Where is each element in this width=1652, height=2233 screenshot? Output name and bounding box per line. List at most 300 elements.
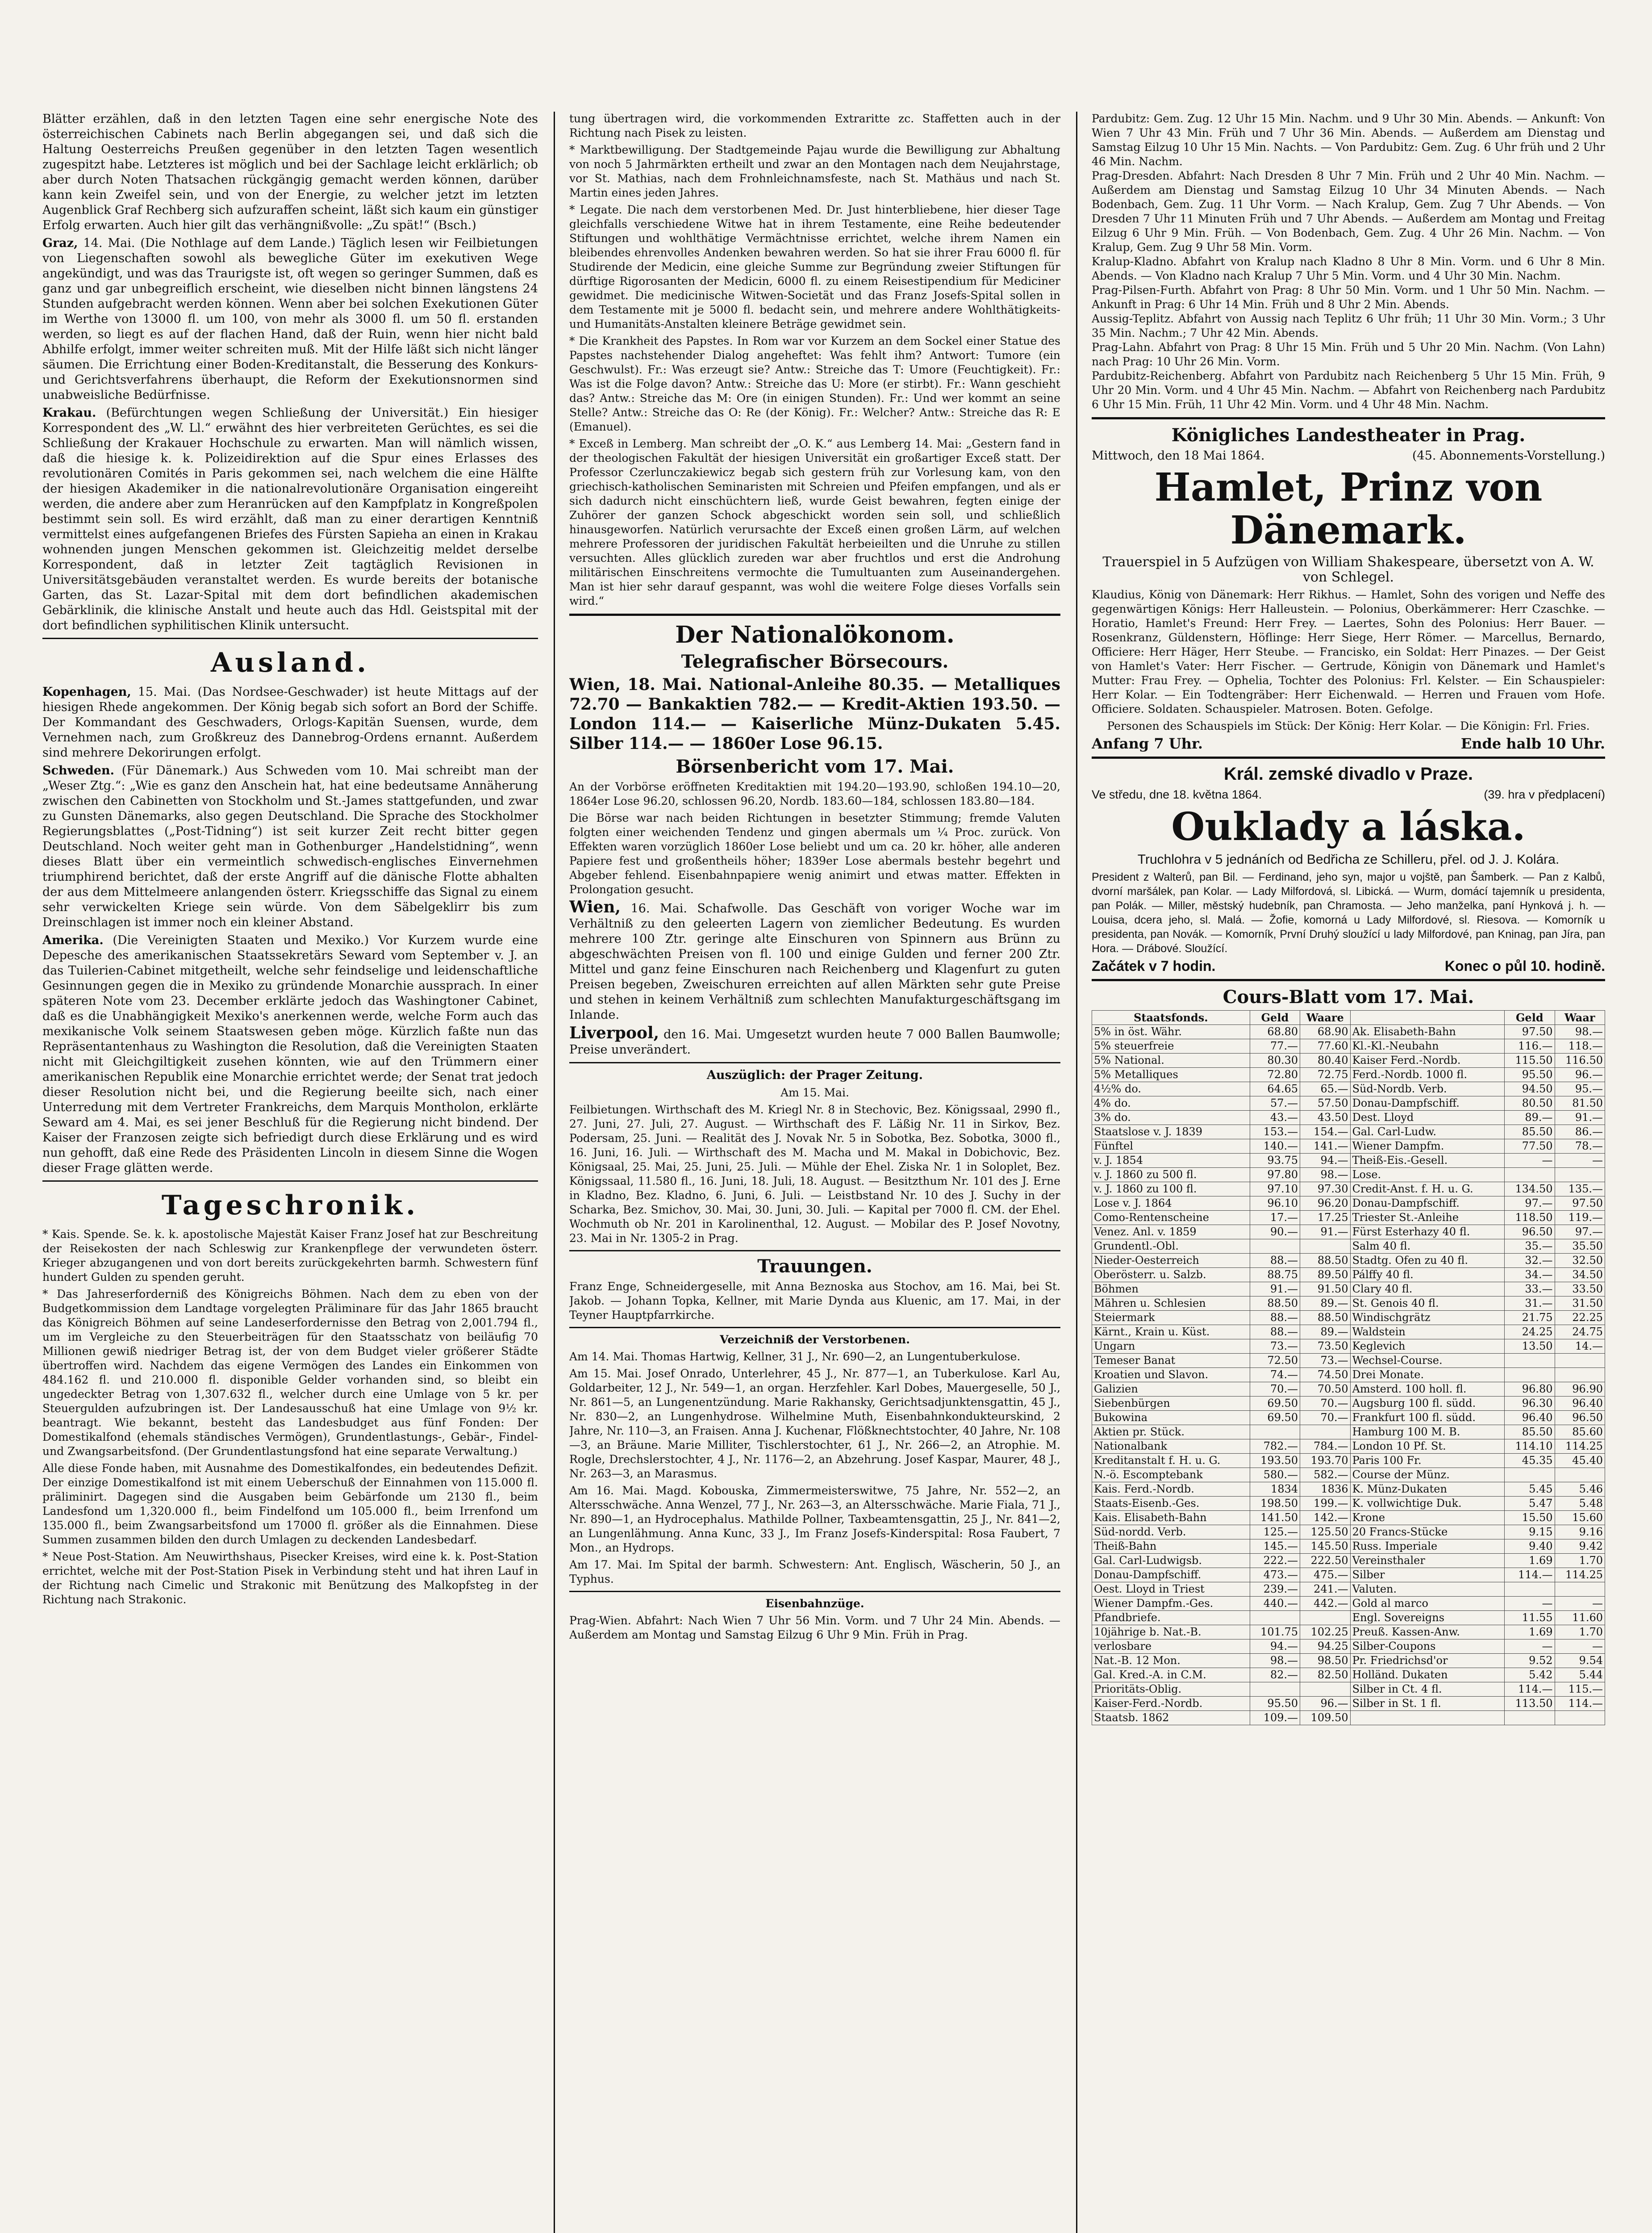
cours-cell: 9.15 <box>1505 1525 1555 1539</box>
cours-row <box>1092 1196 1605 1211</box>
cours-cell: 97.50 <box>1555 1196 1605 1211</box>
column-1 <box>42 112 538 2233</box>
cours-cell: 1.70 <box>1555 1554 1605 1568</box>
cours-cell: 1.69 <box>1505 1625 1555 1639</box>
cours-cell: 93.75 <box>1250 1154 1300 1168</box>
cours-cell: Wechsel-Course. <box>1350 1354 1504 1368</box>
cours-cell: 33.— <box>1505 1282 1555 1296</box>
cours-cell <box>1300 1239 1350 1254</box>
cours-blatt-title: Cours-Blatt vom 17. Mai. <box>1222 987 1474 1008</box>
cours-cell: Holländ. Dukaten <box>1350 1668 1504 1682</box>
cours-cell: 78.— <box>1555 1139 1605 1154</box>
eisenbahn-title: Eisenbahnzüge. <box>765 1597 864 1610</box>
cours-cell: 97.10 <box>1250 1182 1300 1196</box>
cours-cell: Theiß-Bahn <box>1092 1539 1250 1554</box>
cours-cell: 140.— <box>1250 1139 1300 1154</box>
cours-cell: 33.50 <box>1555 1282 1605 1296</box>
cours-row <box>1092 1311 1605 1325</box>
cours-cell: Nat.-B. 12 Mon. <box>1092 1654 1250 1668</box>
cours-cell: 88.50 <box>1250 1296 1300 1311</box>
cours-cell: 94.— <box>1300 1154 1350 1168</box>
cours-cell: 45.35 <box>1505 1454 1555 1468</box>
cours-cell: Pálffy 40 fl. <box>1350 1268 1504 1282</box>
wien-boerse-telegram: Wien, 18. Mai. National-Anleihe 80.35. — Metalliques 72.70 — Bankaktien 782.— — Kredit-Aktien 193.50. — London 114.— — Kaiserliche Münz-Dukaten 5.45. Silber 114.— — 1860er Lose 96.15. <box>569 675 1060 753</box>
cours-cell: Donau-Dampfschiff. <box>1350 1196 1504 1211</box>
amtsblatt-date: Am 15. Mai. <box>780 1086 849 1099</box>
cours-cell: 80.40 <box>1300 1054 1350 1068</box>
cours-cell: Gal. Carl-Ludw. <box>1350 1125 1504 1139</box>
cours-cell: 91.— <box>1300 1225 1350 1239</box>
section-boersecours: Telegrafischer Börsecours. <box>681 651 949 672</box>
cours-cell: 32.50 <box>1555 1254 1605 1268</box>
cours-cell: 88.50 <box>1300 1311 1350 1325</box>
cours-cell: 114.— <box>1505 1682 1555 1697</box>
cours-cell: 102.25 <box>1300 1625 1350 1639</box>
cours-row <box>1092 1611 1605 1625</box>
cours-cell: v. J. 1854 <box>1092 1154 1250 1168</box>
cours-row <box>1092 1582 1605 1597</box>
cours-cell: 5% Metalliques <box>1092 1068 1250 1082</box>
cours-cell: 88.— <box>1250 1325 1300 1339</box>
cours-cell: 11.55 <box>1505 1611 1555 1625</box>
cours-cell: 5.46 <box>1555 1482 1605 1497</box>
cours-row <box>1092 1482 1605 1497</box>
cours-cell: 91.— <box>1250 1282 1300 1296</box>
cours-cell: Silber <box>1350 1568 1504 1582</box>
section-tageschronik: Tageschronik. <box>161 1190 419 1221</box>
cours-cell: 114.— <box>1555 1697 1605 1711</box>
cours-cell: 96.90 <box>1555 1382 1605 1397</box>
cours-cell: 98.50 <box>1300 1654 1350 1668</box>
cours-cell: 88.50 <box>1300 1254 1350 1268</box>
boersenbericht-text-1: An der Vorbörse eröffneten Kreditaktien mit 194.20—193.90, schloßen 194.10—20, 1864er Lose 96.20, schlossen 96.20, Nordb. 183.60—184, schlossen 183.80—184. <box>569 780 1060 807</box>
cours-cell <box>1300 1425 1350 1439</box>
divider <box>569 614 1060 616</box>
cours-cell: 96.50 <box>1505 1225 1555 1239</box>
cours-cell: 4½% do. <box>1092 1082 1250 1096</box>
cours-cell: 134.50 <box>1505 1182 1555 1196</box>
theater-announcement-german <box>1092 425 1605 751</box>
feilbietungen: Feilbietungen. Wirthschaft des M. Kriegl Nr. 8 in Stechovic, Bez. Königssaal, 2990 fl., 27. Juni, 27. Juli, 27. August. — Wirthschaft des F. Läßig Nr. 11 in Sirkov, Bez. Podersam, 25. Juni. — Realität des J. Novak Nr. 5 in Sobotka, Bez. Sobotka, 3000 fl., 16. Juni, 16. Juli. — Wirthschaft des M. Macha und M. Makal in Dobichovic, Bez. Königsaal, 25. Mai, 25. Juni, 25. Juli. — Mühle der Ehel. Ziska Nr. 1 in Soloplet, Bez. Königssaal, 11.580 fl., 16. Juni, 18. Juli, 18. August. — Besitzthum Nr. 101 des J. Erne in Kladno, Bez. Kladno, 6. Juni, 6. Juli. — Leistbstand Nr. 10 des J. Suchy in der Scharka, Bez. Smichov, 30. Mai, 30. Juni, 30. Juli. — Kapital per 7000 fl. CM. der Ehel. Wochmuth ob Nr. 201 in Karolinenthal, 12. August. — Mobilar des P. Josef Novotny, 23. Mai in Nr. 1305-2 in Prag. <box>569 1103 1060 1245</box>
cours-cell: 145.— <box>1250 1539 1300 1554</box>
cours-row <box>1092 1454 1605 1468</box>
article-fonde: Alle diese Fonde haben, mit Ausnahme des Domestikalfondes, ein bedeutendes Defizit. Der einzige Domestikalfond ist mit einem Ueberschuß der Einnahmen von 115.000 fl. präliminirt. Dagegen sind die Ausgaben beim Gebärfonde um 2130 fl., beim Landesfond um 1,320.000 fl., beim Findelfond um 105.000 fl., beim Irrenfond um 135.000 fl., beim Zwangsarbeitsfond um 17000 fl. größer als die Einnahmen. Diese Summen zusammen bilden den durch Umlagen zu deckenden Landesbedarf. <box>42 1462 538 1546</box>
play-times-german: Anfang 7 Uhr. Ende halb 10 Uhr. <box>1092 735 1605 752</box>
cours-cell <box>1505 1711 1555 1725</box>
cours-cell: Ungarn <box>1092 1339 1250 1354</box>
cours-cell: Kl.-Kl.-Neubahn <box>1350 1039 1504 1054</box>
cours-cell: 9.42 <box>1555 1539 1605 1554</box>
cours-cell: 96.30 <box>1505 1397 1555 1411</box>
cours-cell: Temeser Banat <box>1092 1354 1250 1368</box>
cours-cell: 154.— <box>1300 1125 1350 1139</box>
cours-cell <box>1250 1682 1300 1697</box>
eisenbahn-prag-wien: Prag-Wien. Abfahrt: Nach Wien 7 Uhr 56 Min. Vorm. und 7 Uhr 24 Min. Abends. — Außerdem am Montag und Samstag Eilzug 6 Uhr 9 Min. Früh in Prag. <box>569 1614 1060 1641</box>
cours-cell: Böhmen <box>1092 1282 1250 1296</box>
divider <box>569 1062 1060 1063</box>
cours-row <box>1092 1468 1605 1482</box>
cours-cell: Salm 40 fl. <box>1350 1239 1504 1254</box>
cours-cell: v. J. 1860 zu 100 fl. <box>1092 1182 1250 1196</box>
article-kais-spende: * Kais. Spende. Se. k. k. apostolische Majestät Kaiser Franz Josef hat zur Beschreitung der Reisekosten der nach Schleswig zur Krankenpflege der verwundeten österr. Krieger abzugangenen und von dort bereits zurückgekehrten barmh. Schwestern fünf hundert Gulden zu spenden geruht. <box>42 1228 538 1284</box>
cours-cell: Donau-Dampfschiff. <box>1092 1568 1250 1582</box>
divider <box>1092 417 1605 419</box>
cours-row <box>1092 1111 1605 1125</box>
cours-cell: Mähren u. Schlesien <box>1092 1296 1250 1311</box>
cours-cell: 96.40 <box>1555 1397 1605 1411</box>
cours-header: Geld <box>1250 1011 1300 1025</box>
cours-cell: 88.— <box>1250 1254 1300 1268</box>
cours-cell: Gal. Carl-Ludwigsb. <box>1092 1554 1250 1568</box>
cours-cell: Triester St.-Anleihe <box>1350 1211 1504 1225</box>
cours-cell <box>1555 1168 1605 1182</box>
cours-cell: Oberösterr. u. Salzb. <box>1092 1268 1250 1282</box>
cours-row <box>1092 1254 1605 1268</box>
cours-cell: Keglevich <box>1350 1339 1504 1354</box>
cours-cell: 97.80 <box>1250 1168 1300 1182</box>
cours-cell: 198.50 <box>1250 1497 1300 1511</box>
cours-cell: 9.16 <box>1555 1525 1605 1539</box>
cours-cell: Valuten. <box>1350 1582 1504 1597</box>
cours-cell: 9.54 <box>1555 1654 1605 1668</box>
cours-row <box>1092 1154 1605 1168</box>
cours-cell: Wiener Dampfm.-Ges. <box>1092 1597 1250 1611</box>
article-amerika: Amerika. (Die Vereinigten Staaten und Mexiko.) Vor Kurzem wurde eine Depesche des amerikanischen Staatssekretärs Seward vom September v. J. an das Tuilerien-Cabinet mitgetheilt, welche sehr feindselige und leidenschaftliche Gesinnungen gegen die in Mexiko zu gründende Monarchie aussprach. In einer späteren Note vom 23. December erklärte jedoch das Washingtoner Cabinet, daß es die Unabhängigkeit Mexiko's anerkennen werde, welche Form auch das mexikanische Volk seinem Staatswesen geben möge. Kürzlich faßte nun das Repräsentantenhaus zu Washington die Resolution, daß die Vereinigten Staaten nicht mit Gleichgiltigkeit zusehen könnten, wie auf den Trümmern einer amerikanischen Republik eine Monarchie errichtet werde; der Senat trat jedoch dieser Resolution nicht bei, und die Regierung beeilte sich, nach einer Unterredung mit dem Vertreter Frankreichs, dem Marquis Montholon, erklärte Seward am 4. Mai, es sei jener Beschluß für die Regierung nicht bindend. Der Kaiser der Franzosen zeigte sich befriedigt durch diese Erklärung und es wird nun gehofft, daß eine Rede des Präsidenten Lincoln in diesem Sinne die Wogen dieser Frage glätten werde. <box>42 933 538 1175</box>
article-papst: * Die Krankheit des Papstes. In Rom war vor Kurzem an dem Sockel einer Statue des Papstes nachstehender Dialog angeheftet: Was fehlt ihm? Antwort: Tumore (ein Geschwulst). Fr.: Was erzeugt sie? Antw.: Streiche das T: Umore (Feuchtigkeit). Fr.: Was ist die Folge davon? Antw.: Streiche das U: More (er stirbt). Fr.: Wann geschieht das? Antw.: Streiche das M: Ore (in einigen Stunden). Fr.: Und wer kommt an seine Stelle? Antw.: Streiche das O: Re (der König). Fr.: Welcher? Antw.: Streiche das R: E (Emanuel). <box>569 335 1060 433</box>
cours-cell: 13.50 <box>1505 1339 1555 1354</box>
cours-cell: Krone <box>1350 1511 1504 1525</box>
cours-cell: 64.65 <box>1250 1082 1300 1096</box>
article-intro: Blätter erzählen, daß in den letzten Tagen eine sehr energische Note des österreichischen Cabinets nach Berlin abgegangen sei, und daß sich die Haltung Oesterreichs Preußen gegenüber in den letzten Tagen wesentlich zugespitzt habe. Letzteres ist möglich und bei der Sachlage leicht erklärlich; ob aber durch Noten Thatsachen rückgängig gemacht werden können, darüber kann kein Zweifel sein, und von der Energie, zu welcher jetzt im letzten Augenblick Graf Rechberg sich aufzuraffen scheint, läßt sich kaum ein günstiger Erfolg erwarten. Auch hier gilt das verhängnißvolle: „Zu spät!“ (Bsch.) <box>42 112 538 232</box>
cours-cell: 15.60 <box>1555 1511 1605 1525</box>
cours-cell: Gold al marco <box>1350 1597 1504 1611</box>
cours-cell: 82.— <box>1250 1668 1300 1682</box>
verstorbene-15: Am 15. Mai. Josef Onrado, Unterlehrer, 45 J., Nr. 877—1, an Tuberkulose. Karl Au, Goldarbeiter, 12 J., Nr. 549—1, an organ. Herzfehler. Karl Dobes, Mauergeselle, 50 J., Nr. 861—5, an Lungenentzündung. Marie Rakhansky, Gerichtsadjunktensgattin, 45 J., Nr. 830—2, an Lungenhydrose. Wilhelmine Muth, Eisenbahnkondukteurskind, 2 Jahre, Nr. 110—3, an Fraisen. Anna J. Kuchenar, Flößknechtstochter, 40 Jahre, Nr. 108—3, an Bräune. Marie Milliter, Tischlerstochter, 61 J., Nr. 266—2, an Atrophie. M. Rogle, Drechslerstochter, 4 J., Nr. 1176—2, an Abzehrung. Josef Kaspar, Maurer, 48 J., Nr. 263—3, an Marasmus. <box>569 1367 1060 1480</box>
cours-cell: Staatsb. 1862 <box>1092 1711 1250 1725</box>
cours-cell: 81.50 <box>1555 1096 1605 1111</box>
cours-cell: Theiß-Eis.-Gesell. <box>1350 1154 1504 1168</box>
cours-cell: 119.— <box>1555 1211 1605 1225</box>
cours-cell: — <box>1555 1597 1605 1611</box>
cours-cell: 9.40 <box>1505 1539 1555 1554</box>
column-2 <box>569 112 1060 2233</box>
cours-cell: Staats-Eisenb.-Ges. <box>1092 1497 1250 1511</box>
play-cast-hamlet: Klaudius, König von Dänemark: Herr Rikhus. — Hamlet, Sohn des vorigen und Neffe des gegenwärtigen Königs: Herr Halleustein. — Polonius, Oberkämmerer: Herr Czaschke. — Horatio, Hamlet's Freund: Herr Frey. — Laertes, Sohn des Polonius: Herr Bauer. — Rosenkranz, Güldenstern, Höflinge: Herr Siege, Herr Römer. — Marcellus, Bernardo, Officiere: Herr Häger, Herr Steube. — Francisko, ein Soldat: Herr Pinazes. — Der Geist von Hamlet's Vater: Herr Fischer. — Gertrude, Königin von Dänemark und Hamlet's Mutter: Frau Frey. — Ophelia, Tochter des Polonius: Frl. Kelster. — Ein Schauspieler: Herr Kolar. — Ein Todtengräber: Herr Eichenwald. — Herren und Frauen vom Hofe. Officiere. Soldaten. Schauspieler. Matrosen. Boten. Gefolge. <box>1092 588 1605 715</box>
cours-cell: — <box>1505 1639 1555 1654</box>
cours-cell: 1836 <box>1300 1482 1350 1497</box>
cours-cell: 89.50 <box>1300 1268 1350 1282</box>
section-nationaloekonom: Der Nationalökonom. <box>675 621 955 648</box>
cours-cell: 473.— <box>1250 1568 1300 1582</box>
cours-cell: 74.— <box>1250 1368 1300 1382</box>
cours-cell: Grundentl.-Obl. <box>1092 1239 1250 1254</box>
cours-row <box>1092 1439 1605 1454</box>
cours-row <box>1092 1282 1605 1296</box>
verstorbene-title: Verzeichniß der Verstorbenen. <box>720 1333 910 1346</box>
cours-cell: 70.— <box>1300 1411 1350 1425</box>
cours-cell: 80.30 <box>1250 1054 1300 1068</box>
cours-cell: Aktien pr. Stück. <box>1092 1425 1250 1439</box>
trauungen-text: Franz Enge, Schneidergeselle, mit Anna Beznoska aus Stochov, am 16. Mai, bei St. Jakob. — Johann Topka, Kellner, mit Marie Dynda aus Kluenic, am 17. Mai, in der Teyner Hauptpfarrkirche. <box>569 1280 1060 1321</box>
cours-cell: 17.25 <box>1300 1211 1350 1225</box>
cours-cell: 89.— <box>1300 1325 1350 1339</box>
cours-cell: Kroatien und Slavon. <box>1092 1368 1250 1382</box>
cours-cell: Silber in Ct. 4 fl. <box>1350 1682 1504 1697</box>
cours-cell: 95.50 <box>1250 1697 1300 1711</box>
cours-cell: 222.— <box>1250 1554 1300 1568</box>
divider <box>42 638 538 639</box>
article-schafwolle: Wien, 16. Mai. Schafwolle. Das Geschäft von voriger Woche war im Verhältniß zu den geleerten Lagern von ziemlicher Bedeutung. Es wurden mehrere 100 Ztr. geringe alte Einschuren von Spinnern aus Brünn zu abgeschwächten Preisen von fl. 100 und einige Gulden und ferner 200 Ztr. Mittel und ganz feine Einschuren nach Reichenberg und Klagenfurt zu guten Preisen begeben, Zweischuren erreichten auf allen Märkten sehr gute Preise und stehen in keinem Verhältniß zum schlechten Manufakturgeschäftsgang im Inlande. <box>569 898 1060 1022</box>
cours-cell: 72.50 <box>1250 1354 1300 1368</box>
cours-cell: 115.50 <box>1505 1054 1555 1068</box>
cours-cell <box>1300 1682 1350 1697</box>
cours-row <box>1092 1068 1605 1082</box>
cours-cell: 94.— <box>1250 1639 1300 1654</box>
cours-cell <box>1250 1611 1300 1625</box>
cours-row <box>1092 1411 1605 1425</box>
cours-cell: 24.25 <box>1505 1325 1555 1339</box>
cours-row <box>1092 1082 1605 1096</box>
play-personen: Personen des Schauspiels im Stück: Der König: Herr Kolar. — Die Königin: Frl. Fries. <box>1107 719 1590 732</box>
cours-cell: 141.50 <box>1250 1511 1300 1525</box>
cours-cell: 5.47 <box>1505 1497 1555 1511</box>
cours-cell: 24.75 <box>1555 1325 1605 1339</box>
cours-row <box>1092 1697 1605 1711</box>
cours-cell: Paris 100 Fr. <box>1350 1454 1504 1468</box>
cours-cell: Russ. Imperiale <box>1350 1539 1504 1554</box>
cours-cell: 97.— <box>1555 1225 1605 1239</box>
column-rule <box>1076 112 1077 2233</box>
cours-cell: 77.— <box>1250 1039 1300 1054</box>
cours-cell: — <box>1555 1154 1605 1168</box>
section-boersenbericht: Börsenbericht vom 17. Mai. <box>676 756 954 777</box>
cours-cell: Pr. Friedrichsd'or <box>1350 1654 1504 1668</box>
cours-row <box>1092 1339 1605 1354</box>
verstorbene-16: Am 16. Mai. Magd. Kobouska, Zimmermeisterswitwe, 75 Jahre, Nr. 552—2, an Altersschwäche. Anna Wenzel, 77 J., Nr. 263—3, an Altersschwäche. Marie Fiala, 71 J., Nr. 890—1, an Hydrocephalus. Mathilde Pollner, Taxbeamtensgattin, 25 J., Nr. 841—2, an Lungenlähmung. Anna Kunc, 33 J., Im Franz Josefs-Kinderspital: Rosa Faubert, 7 Mon., an Hydrops. <box>569 1484 1060 1554</box>
cours-row <box>1092 1182 1605 1196</box>
cours-cell: 69.50 <box>1250 1411 1300 1425</box>
cours-cell: K. Münz-Dukaten <box>1350 1482 1504 1497</box>
cours-cell: 72.75 <box>1300 1068 1350 1082</box>
cours-cell: Kaiser-Ferd.-Nordb. <box>1092 1697 1250 1711</box>
cours-cell: 5.45 <box>1505 1482 1555 1497</box>
play-title-hamlet: Hamlet, Prinz von Dänemark. <box>1154 465 1543 553</box>
cours-cell: Dest. Lloyd <box>1350 1111 1504 1125</box>
cours-cell: 241.— <box>1300 1582 1350 1597</box>
article-liverpool: Liverpool, den 16. Mai. Umgesetzt wurden heute 7 000 Ballen Baumwolle; Preise unverändert. <box>569 1024 1060 1057</box>
cours-row <box>1092 1139 1605 1154</box>
cours-cell: 90.— <box>1250 1225 1300 1239</box>
cours-cell: 96.50 <box>1555 1411 1605 1425</box>
cours-cell: Bukowina <box>1092 1411 1250 1425</box>
cours-row <box>1092 1268 1605 1282</box>
cours-cell: 68.90 <box>1300 1025 1350 1039</box>
theater-date-czech: Ve středu, dne 18. května 1864. (39. hra v předplacení) <box>1092 788 1605 801</box>
cours-header: Staatsfonds. <box>1092 1011 1250 1025</box>
cours-cell: 89.— <box>1300 1296 1350 1311</box>
divider <box>569 1327 1060 1328</box>
cours-cell: 784.— <box>1300 1439 1350 1454</box>
cours-cell: 85.50 <box>1505 1125 1555 1139</box>
cours-row <box>1092 1296 1605 1311</box>
cours-cell: 114.25 <box>1555 1568 1605 1582</box>
cours-cell: 5% steuerfreie <box>1092 1039 1250 1054</box>
cours-row <box>1092 1597 1605 1611</box>
cours-cell: 114.10 <box>1505 1439 1555 1454</box>
cours-cell: Steiermark <box>1092 1311 1250 1325</box>
cours-cell: 97.— <box>1505 1196 1555 1211</box>
cours-cell: Preuß. Kassen-Anw. <box>1350 1625 1504 1639</box>
cours-cell <box>1555 1354 1605 1368</box>
cours-cell: 77.50 <box>1505 1139 1555 1154</box>
cours-header: Waare <box>1300 1011 1350 1025</box>
cours-cell: Ak. Elisabeth-Bahn <box>1350 1025 1504 1039</box>
cours-cell: 239.— <box>1250 1582 1300 1597</box>
cours-cell: 96.10 <box>1250 1196 1300 1211</box>
newspaper-page <box>42 112 1605 2233</box>
cours-cell: Süd-Nordb. Verb. <box>1350 1082 1504 1096</box>
cours-row <box>1092 1525 1605 1539</box>
cours-cell: Como-Rentenscheine <box>1092 1211 1250 1225</box>
cours-cell: Staatslose v. J. 1839 <box>1092 1125 1250 1139</box>
boersenbericht-text-2: Die Börse war nach beiden Richtungen in besetzter Stimmung; fremde Valuten folgten einer weichenden Tendenz und gingen abermals um ¼ Proc. zurück. Von Effekten waren vorzüglich 1860er Lose beliebt und um ca. 20 kr. höher, alle anderen Papiere fest und großentheils höher; 1839er Lose abermals bestehr begehrt und Abgeber fehlend. Eisenbahnpapiere wenig animirt und etwas matter. Effekten in Prolongation gesucht. <box>569 811 1060 896</box>
article-schweden: Schweden. (Für Dänemark.) Aus Schweden vom 10. Mai schreibt man der „Weser Ztg.“: „Wie es ganz den Anschein hat, hat eine bedeutsame Annäherung zwischen den Cabinetten von Stockholm und St.-James stattgefunden, und zwar zu Gunsten Dänemarks, also gegen Deutschland. Die Sprache des Stockholmer Regierungsblattes („Post-Tidning“) ist seit kurzer Zeit recht bitter gegen Deutschland. Noch weiter geht man in Gothenburger „Handelstidning“, wenn dieses Blatt über ein vermeintlich schwedisch-englisches Einvernehmen triumphirend berichtet, daß der erste Angriff auf die dänische Flotte abhalten der aus dem Mittelmeere anlangenden österr. Kriegsschiffe das Signal zu einem sehr verwickelten Kriege sein würde. Von dem Säbelgeklirr bis zum Dreinschlagen ist immer noch ein kleiner Abstand. <box>42 764 538 929</box>
cours-cell: Fürst Esterhazy 40 fl. <box>1350 1225 1504 1239</box>
cours-row <box>1092 1682 1605 1697</box>
cours-cell: 15.50 <box>1505 1511 1555 1525</box>
cours-cell: 135.— <box>1555 1182 1605 1196</box>
play-subtitle-hamlet: Trauerspiel in 5 Aufzügen von William Shakespeare, übersetzt von A. W. von Schlegel. <box>1102 554 1594 585</box>
cours-cell <box>1555 1368 1605 1382</box>
cours-cell <box>1505 1582 1555 1597</box>
cours-cell: 77.60 <box>1300 1039 1350 1054</box>
play-times-czech: Začátek v 7 hodin. Konec o půl 10. hodině. <box>1092 958 1605 974</box>
cours-cell <box>1555 1711 1605 1725</box>
cours-cell: 20 Francs-Stücke <box>1350 1525 1504 1539</box>
cours-cell: Pfandbriefe. <box>1092 1611 1250 1625</box>
cours-cell: 98.— <box>1300 1168 1350 1182</box>
cours-cell: 88.— <box>1250 1311 1300 1325</box>
cours-cell: 1834 <box>1250 1482 1300 1497</box>
cours-cell: 85.60 <box>1555 1425 1605 1439</box>
cours-cell: Credit-Anst. f. H. u. G. <box>1350 1182 1504 1196</box>
cours-cell: 97.30 <box>1300 1182 1350 1196</box>
theater-date-german: Mittwoch, den 18 Mai 1864. (45. Abonnements-Vorstellung.) <box>1092 449 1605 463</box>
cours-cell: 5% National. <box>1092 1054 1250 1068</box>
cours-cell: Siebenbürgen <box>1092 1397 1250 1411</box>
cours-cell: Clary 40 fl. <box>1350 1282 1504 1296</box>
cours-cell <box>1505 1354 1555 1368</box>
cours-header: Waar <box>1555 1011 1605 1025</box>
play-subtitle-ouklady: Truchlohra v 5 jednáních od Bedřicha ze Schilleru, přel. od J. J. Kolára. <box>1137 852 1560 867</box>
cours-cell: — <box>1555 1639 1605 1654</box>
cours-cell: Venez. Anl. v. 1859 <box>1092 1225 1250 1239</box>
cours-cell: London 10 Pf. St. <box>1350 1439 1504 1454</box>
cours-cell: 5.44 <box>1555 1668 1605 1682</box>
article-intro-2: tung übertragen wird, die vorkommenden Extraritte zc. Staffetten auch in der Richtung nach Pisek zu leisten. <box>569 112 1060 139</box>
cours-cell: — <box>1505 1154 1555 1168</box>
cours-cell: 11.60 <box>1555 1611 1605 1625</box>
cours-table <box>1092 1010 1605 1725</box>
play-title-ouklady: Ouklady a láska. <box>1171 804 1526 849</box>
cours-header <box>1350 1011 1504 1025</box>
cours-cell: Hamburg 100 M. B. <box>1350 1425 1504 1439</box>
section-trauungen: Trauungen. <box>757 1256 872 1277</box>
cours-cell: 141.— <box>1300 1139 1350 1154</box>
cours-cell: Silber-Coupons <box>1350 1639 1504 1654</box>
cours-cell: 114.— <box>1505 1568 1555 1582</box>
cours-cell: 73.— <box>1300 1354 1350 1368</box>
cours-cell: — <box>1505 1597 1555 1611</box>
cours-cell <box>1555 1468 1605 1482</box>
verstorbene-14: Am 14. Mai. Thomas Hartwig, Kellner, 31 J., Nr. 690—2, an Lungentuberkulose. <box>569 1350 1021 1363</box>
cours-cell: Kais. Elisabeth-Bahn <box>1092 1511 1250 1525</box>
cours-row <box>1092 1654 1605 1668</box>
cours-cell: K. vollwichtige Duk. <box>1350 1497 1504 1511</box>
cours-cell: 91.50 <box>1300 1282 1350 1296</box>
cours-cell: Oest. Lloyd in Triest <box>1092 1582 1250 1597</box>
cours-row <box>1092 1025 1605 1039</box>
cours-cell: 109.50 <box>1300 1711 1350 1725</box>
cours-cell: 10jährige b. Nat.-B. <box>1092 1625 1250 1639</box>
cours-row <box>1092 1382 1605 1397</box>
cours-row <box>1092 1554 1605 1568</box>
cours-cell <box>1505 1168 1555 1182</box>
cours-cell: 17.— <box>1250 1211 1300 1225</box>
cours-cell: 96.— <box>1555 1068 1605 1082</box>
cours-cell: 43.50 <box>1300 1111 1350 1125</box>
cours-cell: 5.48 <box>1555 1497 1605 1511</box>
cours-cell: 74.50 <box>1300 1368 1350 1382</box>
cours-cell: Galizien <box>1092 1382 1250 1397</box>
cours-row <box>1092 1168 1605 1182</box>
cours-cell: Engl. Sovereigns <box>1350 1611 1504 1625</box>
cours-cell: 31.50 <box>1555 1296 1605 1311</box>
cours-header-row <box>1092 1011 1605 1025</box>
cours-row <box>1092 1639 1605 1654</box>
theater-title-czech: Král. zemské divadlo v Praze. <box>1223 764 1473 784</box>
cours-cell: 72.80 <box>1250 1068 1300 1082</box>
cours-cell: Waldstein <box>1350 1325 1504 1339</box>
cours-cell <box>1555 1582 1605 1597</box>
play-cast-ouklady: President z Walterů, pan Bil. — Ferdinand, jeho syn, major u vojště, pan Šamberk. — Pan z Kalbů, dvorní maršálek, pan Kolar. — Lady Milfordová, sl. Libická. — Wurm, domácí tajemník u presidenta, pan Polák. — Miller, městský hudebník, pan Chramosta. — Jeho manželka, paní Hynková j. h. — Louisa, dcera jeho, sl. Malá. — Žofie, komorná u Lady Milfordové, sl. Riesova. — Komorník u presidenta, pan Novák. — Komorník, První Druhý sloužící u lady Milfordové, pan Kninag, pan Jíra, pan Hora. — Drábové. Sloužící. <box>1092 871 1605 955</box>
cours-cell: 9.52 <box>1505 1654 1555 1668</box>
cours-cell: 442.— <box>1300 1597 1350 1611</box>
cours-row <box>1092 1625 1605 1639</box>
amtsblatt-title: Auszüglich: der Prager Zeitung. <box>706 1068 923 1082</box>
cours-cell: 82.50 <box>1300 1668 1350 1682</box>
cours-cell: 5% in öst. Währ. <box>1092 1025 1250 1039</box>
verstorbene-17: Am 17. Mai. Im Spital der barmh. Schwestern: Ant. Englisch, Wäscherin, 50 J., an Typhus. <box>569 1558 1060 1585</box>
cours-cell: Silber in St. 1 fl. <box>1350 1697 1504 1711</box>
cours-cell: 1.69 <box>1505 1554 1555 1568</box>
cours-cell: 96.— <box>1300 1697 1350 1711</box>
cours-cell: Stadtg. Ofen zu 40 fl. <box>1350 1254 1504 1268</box>
cours-cell: 22.25 <box>1555 1311 1605 1325</box>
cours-cell: 114.25 <box>1555 1439 1605 1454</box>
cours-row <box>1092 1711 1605 1725</box>
cours-cell: 97.50 <box>1505 1025 1555 1039</box>
cours-cell: Nationalbank <box>1092 1439 1250 1454</box>
cours-row <box>1092 1054 1605 1068</box>
cours-cell: 94.25 <box>1300 1639 1350 1654</box>
cours-row <box>1092 1539 1605 1554</box>
cours-cell: 440.— <box>1250 1597 1300 1611</box>
train-schedules: Pardubitz: Gem. Zug. 12 Uhr 15 Min. Nachm. und 9 Uhr 30 Min. Abends. — Ankunft: Von Wien 7 Uhr 43 Min. Früh und 7 Uhr 36 Min. Abends. — Außerdem am Dienstag und Samstag Eilzug 10 Uhr 15 Min. Nachts. — Von Pardubitz: Gem. Zug. 6 Uhr früh und 2 Uhr 46 Min. Nachm. Prag-Dresden. Abfahrt: Nach Dresden 8 Uhr 7 Min. Früh und 2 Uhr 40 Min. Nachm. — Außerdem am Dienstag und Samstag Eilzug 10 Uhr 34 Minuten Abends. — Nach Bodenbach, Gem. Zug. 11 Uhr Vorm. — Nach Kralup, Gem. Zug 7 Uhr Abends. — Von Dresden 7 Uhr 11 Minuten Früh und 7 Uhr Abends. — Außerdem am Montag und Freitag Eilzug 6 Uhr 9 Min. Früh. — Von Bodenbach, Gem. Zug. 4 Uhr 26 Min. Nachm. — Von Kralup, Gem. Zug 9 Uhr 58 Min. Vorm. Kralup-Kladno. Abfahrt von Kralup nach Kladno 8 Uhr 8 Min. Vorm. und 6 Uhr 8 Min. Abends. — Von Kladno nach Kralup 7 Uhr 5 Min. Vorm. und 4 Uhr 30 Min. Nachm. Prag-Pilsen-Furth. Abfahrt von Prag: 8 Uhr 50 Min. Vorm. und 1 Uhr 50 Min. Nachm. — Ankunft in Prag: 6 Uhr 14 Min. Früh und 8 Uhr 2 Min. Abends. Aussig-Teplitz. Abfahrt von Aussig nach Teplitz 6 Uhr früh; 11 Uhr 30 Min. Vorm.; 3 Uhr 35 Min. Nachm.; 7 Uhr 42 Min. Abends. Prag-Lahn. Abfahrt von Prag: 8 Uhr 15 Min. Früh und 5 Uhr 20 Min. Nachm. (Von Lahn) nach Prag: 10 Uhr 26 Min. Vorm. Pardubitz-Reichenberg. Abfahrt von Pardubitz nach Reichenberg 5 Uhr 15 Min. Früh, 9 Uhr 20 Min. Vorm. und 4 Uhr 45 Min. Nachm. — Abfahrt von Reichenberg nach Pardubitz 6 Uhr 15 Min. Früh, 11 Uhr 42 Min. Vorm. und 4 Uhr 48 Min. Nachm. <box>1092 112 1605 411</box>
cours-cell: 199.— <box>1300 1497 1350 1511</box>
cours-cell: Augsburg 100 fl. südd. <box>1350 1397 1504 1411</box>
cours-cell: 582.— <box>1300 1468 1350 1482</box>
